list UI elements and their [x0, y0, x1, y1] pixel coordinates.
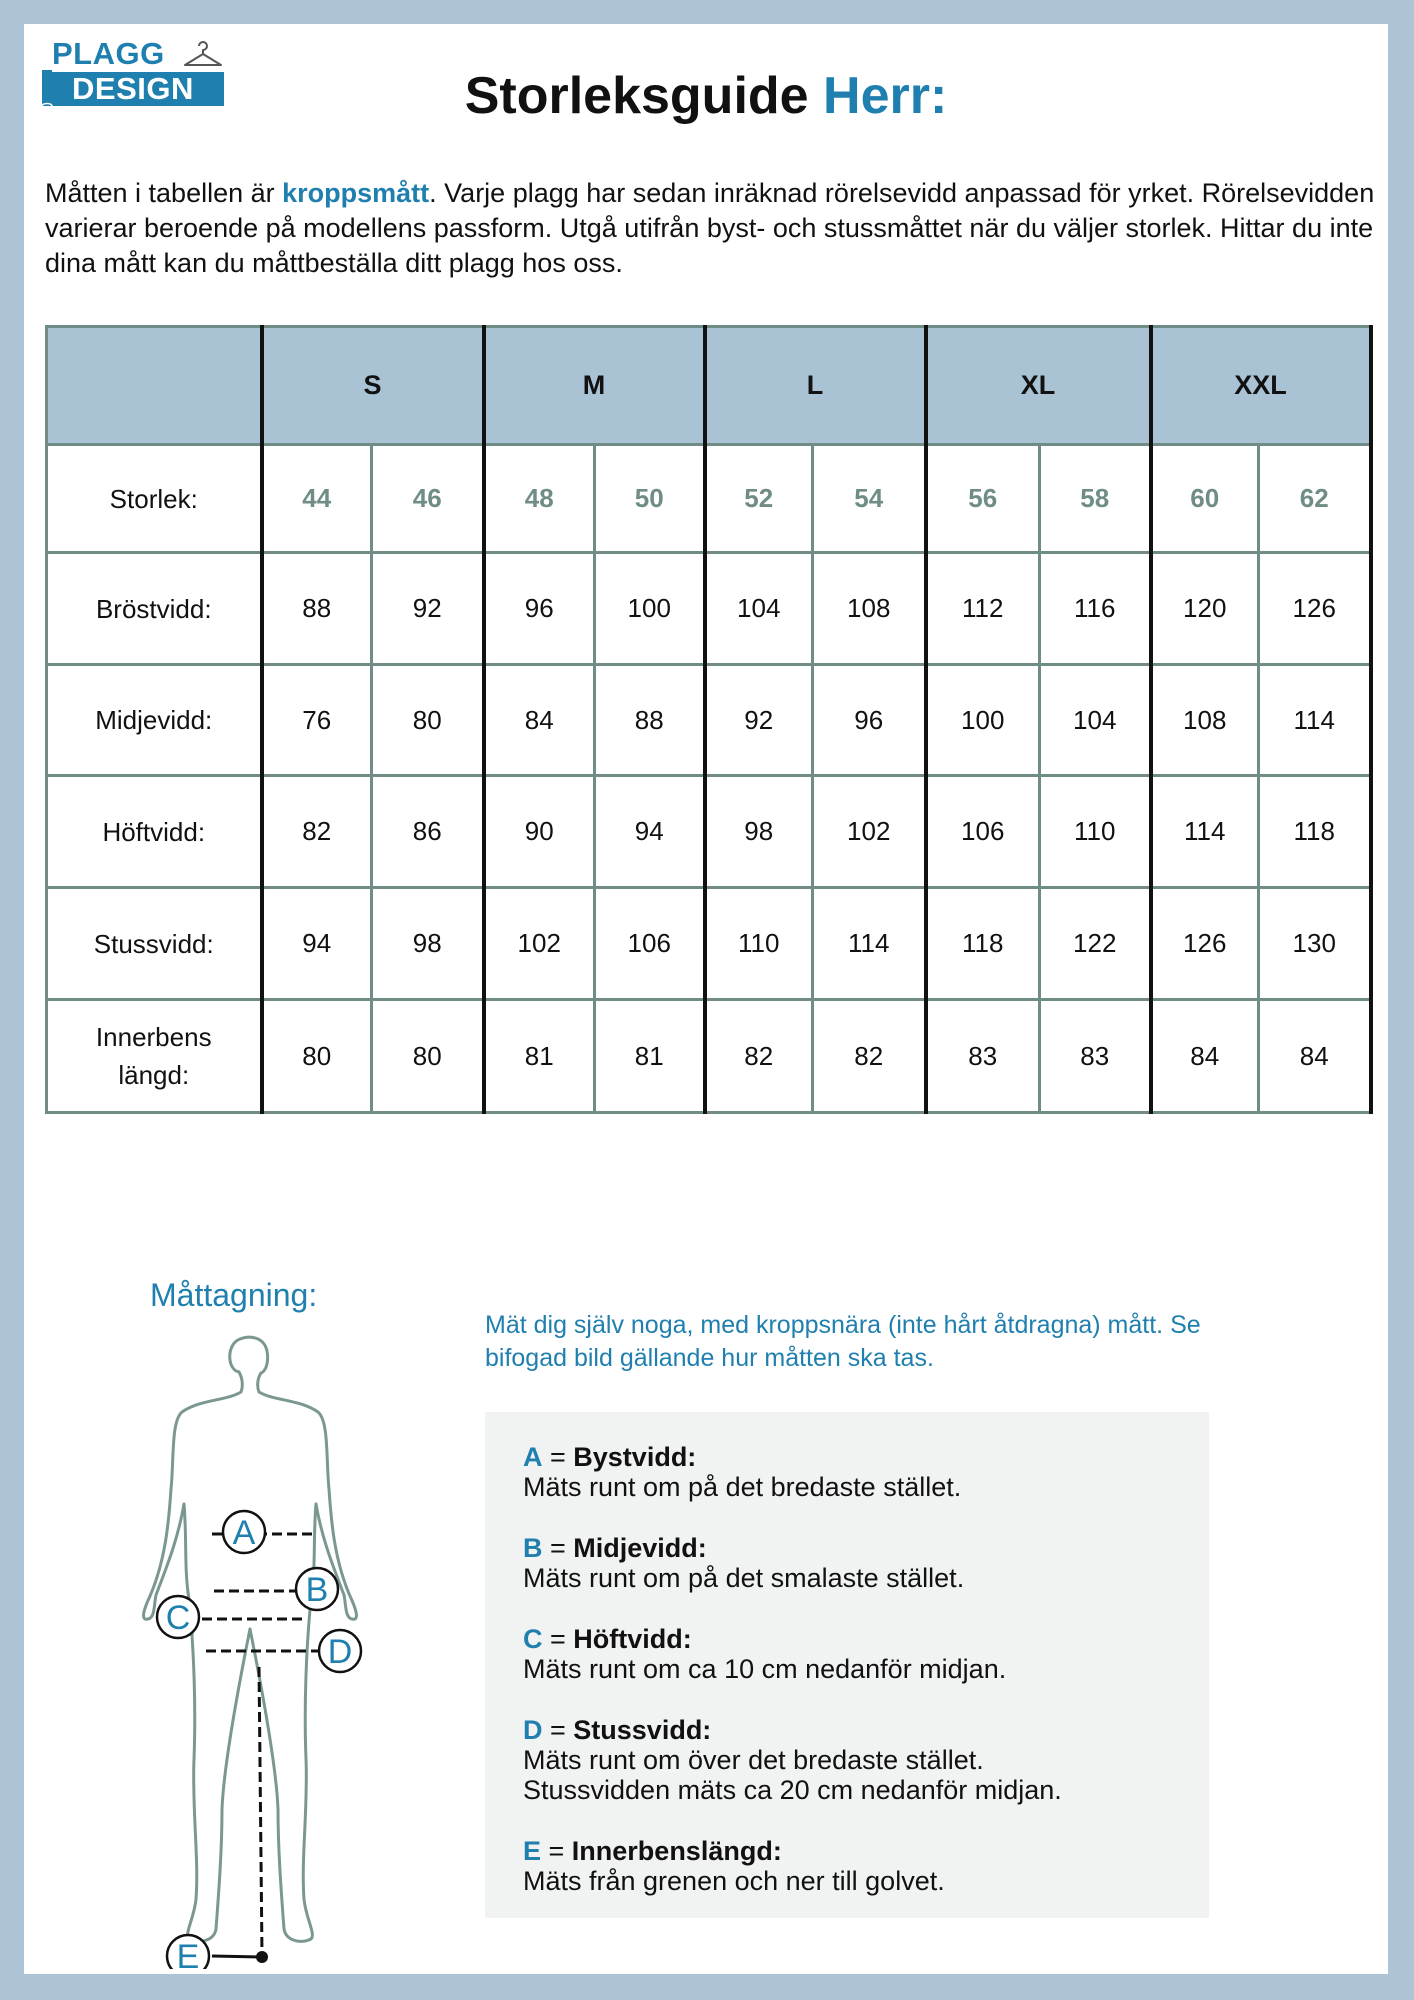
- table-cell: 81: [484, 1000, 595, 1113]
- legend-name: Bystvidd:: [573, 1442, 697, 1472]
- logo-text-bottom: DESIGN: [72, 71, 194, 106]
- legend-item-heading: [523, 1442, 1209, 1472]
- intro-bold: kroppsmått: [282, 178, 430, 208]
- marker-d-label: D: [327, 1633, 353, 1671]
- table-cell: 126: [1259, 553, 1371, 665]
- table-cell: 122: [1040, 888, 1151, 1000]
- table-cell: 76: [262, 665, 372, 776]
- table-cell: 98: [372, 888, 484, 1000]
- size-group-header-row: [47, 327, 1371, 445]
- table-cell: 120: [1151, 553, 1259, 665]
- legend-letter: B: [523, 1533, 543, 1563]
- size-guide-sheet: [24, 24, 1388, 1974]
- table-cell: 46: [372, 445, 484, 553]
- legend-name: Midjevidd:: [573, 1533, 707, 1563]
- group-header-xl: XL: [926, 327, 1151, 445]
- table-cell: 96: [484, 553, 595, 665]
- measurement-legend: [485, 1412, 1209, 1918]
- legend-description: Mäts runt om ca 10 cm nedanför midjan.: [523, 1654, 1007, 1684]
- body-measurement-figure: [124, 1329, 384, 1969]
- table-cell: 56: [926, 445, 1040, 553]
- logo-text-top: PLAGG: [52, 36, 165, 71]
- legend-item: [523, 1624, 1209, 1684]
- legend-description: Mäts runt om på det bredaste stället.: [523, 1472, 962, 1502]
- legend-description: Mäts runt om på det smalaste stället.: [523, 1563, 965, 1593]
- row-label: Midjevidd:: [47, 665, 262, 776]
- table-cell: 100: [595, 553, 705, 665]
- table-cell: 88: [262, 553, 372, 665]
- table-cell: 48: [484, 445, 595, 553]
- table-cell: 94: [262, 888, 372, 1000]
- table-cell: 50: [595, 445, 705, 553]
- table-cell: 98: [705, 776, 813, 888]
- table-cell: 81: [595, 1000, 705, 1113]
- size-table-wrap: [45, 325, 1373, 1114]
- legend-description: Mäts runt om över det bredaste stället. Stussvidden mäts ca 20 cm nedanför midjan.: [523, 1745, 1062, 1805]
- legend-item-heading: [523, 1836, 1209, 1866]
- title-accent: Herr:: [823, 67, 948, 125]
- table-cell: 130: [1259, 888, 1371, 1000]
- table-cell: 104: [705, 553, 813, 665]
- table-row: [47, 1000, 1371, 1113]
- table-cell: 62: [1259, 445, 1371, 553]
- table-cell: 82: [262, 776, 372, 888]
- measuring-title: Måttagning:: [150, 1277, 318, 1313]
- table-cell: 114: [813, 888, 926, 1000]
- table-cell: 106: [926, 776, 1040, 888]
- group-header-xxl: XXL: [1151, 327, 1371, 445]
- group-header-l: L: [705, 327, 926, 445]
- table-cell: 83: [1040, 1000, 1151, 1113]
- table-cell: 110: [1040, 776, 1151, 888]
- legend-item: [523, 1836, 1209, 1896]
- table-cell: 112: [926, 553, 1040, 665]
- intro-paragraph: [45, 176, 1375, 281]
- legend-letter: D: [523, 1715, 543, 1745]
- table-cell: 52: [705, 445, 813, 553]
- legend-item: [523, 1715, 1209, 1805]
- marker-e-label: E: [176, 1938, 200, 1969]
- table-cell: 60: [1151, 445, 1259, 553]
- table-cell: 80: [372, 665, 484, 776]
- table-cell: 82: [705, 1000, 813, 1113]
- row-label: Storlek:: [47, 445, 262, 553]
- row-label: Innerbens längd:: [47, 1000, 262, 1113]
- table-cell: 83: [926, 1000, 1040, 1113]
- table-cell: 84: [484, 665, 595, 776]
- legend-equals: =: [541, 1836, 572, 1866]
- legend-equals: =: [542, 1715, 574, 1745]
- table-cell: 102: [813, 776, 926, 888]
- table-cell: 96: [813, 665, 926, 776]
- legend-item: [523, 1533, 1209, 1593]
- legend-equals: =: [542, 1533, 574, 1563]
- table-cell: 94: [595, 776, 705, 888]
- legend-description: Mäts från grenen och ner till golvet.: [523, 1866, 945, 1896]
- legend-item-heading: [523, 1624, 1209, 1654]
- group-header-m: M: [484, 327, 705, 445]
- table-cell: 126: [1151, 888, 1259, 1000]
- table-row: [47, 776, 1371, 888]
- table-cell: 92: [705, 665, 813, 776]
- table-cell: 44: [262, 445, 372, 553]
- hanger-icon: [182, 38, 224, 68]
- marker-c-label: C: [165, 1599, 191, 1637]
- page-title: [24, 66, 1388, 126]
- size-table: [45, 325, 1373, 1114]
- intro-part1: Måtten i tabellen är: [45, 178, 283, 208]
- measuring-intro: Mät dig själv noga, med kroppsnära (inte hårt åtdragna) mått. Se bifogad bild gällande hur måtten ska tas.: [485, 1311, 1201, 1372]
- legend-name: Höftvidd:: [573, 1624, 692, 1654]
- table-cell: 106: [595, 888, 705, 1000]
- legend-letter: C: [523, 1624, 543, 1654]
- legend-item-heading: [523, 1715, 1209, 1745]
- table-row: [47, 665, 1371, 776]
- table-cell: 118: [1259, 776, 1371, 888]
- table-cell: 114: [1259, 665, 1371, 776]
- legend-name: Innerbenslängd:: [571, 1836, 782, 1866]
- table-cell: 102: [484, 888, 595, 1000]
- legend-letter: A: [523, 1442, 543, 1472]
- group-header-s: S: [262, 327, 484, 445]
- table-cell: 82: [813, 1000, 926, 1113]
- table-cell: 116: [1040, 553, 1151, 665]
- table-cell: 108: [1151, 665, 1259, 776]
- intro-part2: . Varje plagg har sedan inräknad rörelsevidd anpassad för yrket. Rörelsevidden varierar beroende på modellens passform. Utgå utifrån byst- och stussmåttet när du väljer storlek. Hittar du inte dina mått kan du måttbeställa ditt plagg hos oss.: [45, 178, 1375, 278]
- legend-equals: =: [542, 1442, 574, 1472]
- table-cell: 80: [372, 1000, 484, 1113]
- table-cell: 80: [262, 1000, 372, 1113]
- row-label: Stussvidd:: [47, 888, 262, 1000]
- table-cell: 54: [813, 445, 926, 553]
- table-cell: 86: [372, 776, 484, 888]
- title-prefix: Storleksguide: [464, 67, 809, 125]
- marker-a-label: A: [232, 1514, 256, 1552]
- table-cell: 114: [1151, 776, 1259, 888]
- row-label: Bröstvidd:: [47, 553, 262, 665]
- legend-item: [523, 1442, 1209, 1502]
- size-number-row: [47, 445, 1371, 553]
- table-cell: 88: [595, 665, 705, 776]
- table-cell: 92: [372, 553, 484, 665]
- table-cell: 110: [705, 888, 813, 1000]
- table-cell: 108: [813, 553, 926, 665]
- table-row: [47, 888, 1371, 1000]
- row-label: Höftvidd:: [47, 776, 262, 888]
- legend-letter: E: [523, 1836, 542, 1866]
- table-cell: 100: [926, 665, 1040, 776]
- table-cell: 104: [1040, 665, 1151, 776]
- header-empty-cell: [47, 327, 262, 445]
- table-cell: 58: [1040, 445, 1151, 553]
- legend-item-heading: [523, 1533, 1209, 1563]
- table-cell: 90: [484, 776, 595, 888]
- table-cell: 84: [1151, 1000, 1259, 1113]
- table-cell: 118: [926, 888, 1040, 1000]
- table-row: [47, 553, 1371, 665]
- legend-equals: =: [542, 1624, 574, 1654]
- table-cell: 84: [1259, 1000, 1371, 1113]
- legend-name: Stussvidd:: [573, 1715, 712, 1745]
- marker-b-label: B: [305, 1571, 329, 1609]
- size-table-body: [47, 445, 1371, 1113]
